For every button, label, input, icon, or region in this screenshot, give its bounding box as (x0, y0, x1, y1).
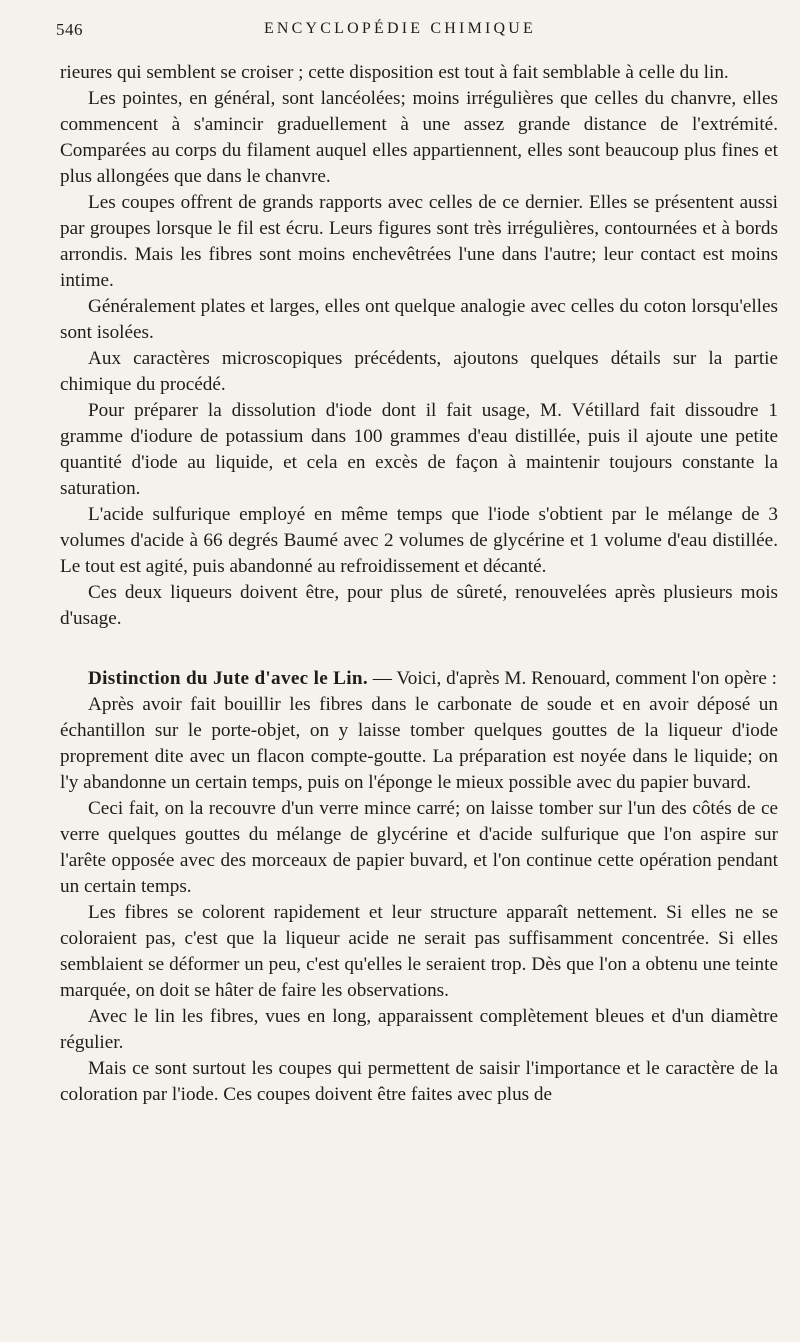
section-heading: Distinction du Jute d'avec le Lin. (88, 668, 368, 689)
paragraph: Après avoir fait bouillir les fibres dans le carbonate de soude et en avoir déposé un échantillon sur le porte-objet, on y laisse tomber quelques gouttes de la liqueur d'iode proprement dite avec un flacon compte-goutte. La préparation est noyée dans le liquide; on l'y abandonne un certain temps, puis on l'éponge le mieux possible avec du papier buvard. (60, 694, 778, 793)
paragraph: Les pointes, en général, sont lancéolées; moins irrégulières que celles du chanvre, elles commencent à s'amincir graduellement à une assez grande distance de l'extrémité. Comparées au corps du filament auquel elles appartiennent, elles sont beaucoup plus fines et plus allongées que dans le chanvre. (60, 88, 778, 187)
paragraph: Pour préparer la dissolution d'iode dont il fait usage, M. Vétillard fait dissoudre 1 gramme d'iodure de potassium dans 100 grammes d'eau distillée, puis il ajoute une petite quantité d'iode au liquide, et cela en excès de façon à maintenir toujours constante la saturation. (60, 400, 778, 499)
paragraph: Ceci fait, on la recouvre d'un verre mince carré; on laisse tomber sur l'un des côtés de ce verre quelques gouttes du mélange de glycérine et d'acide sulfurique que l'on aspire sur l'arête opposée avec des morceaux de papier buvard, et l'on continue cette opération pendant un certain temps. (60, 798, 778, 897)
paragraph: Les coupes offrent de grands rapports avec celles de ce dernier. Elles se présentent aussi par groupes lorsque le fil est écru. Leurs figures sont très irrégulières, contournées et à bords arrondis. Mais les fibres sont moins enchevêtrées l'une dans l'autre; leur contact est moins intime. (60, 192, 778, 291)
paragraph: rieures qui semblent se croiser ; cette disposition est tout à fait semblable à celle du lin. (60, 62, 729, 83)
section-jute-vs-lin (60, 666, 778, 1108)
paragraph: Ces deux liqueurs doivent être, pour plus de sûreté, renouvelées après plusieurs mois d'usage. (60, 582, 778, 629)
page-header (0, 20, 800, 44)
running-title: ENCYCLOPÉDIE CHIMIQUE (263, 20, 537, 37)
page-number: 546 (56, 20, 83, 39)
body-text (60, 60, 778, 1108)
section-lead-paragraph (60, 666, 778, 692)
paragraph: Les fibres se colorent rapidement et leur structure apparaît nettement. Si elles ne se coloraient pas, c'est que la liqueur acide ne serait pas suffisamment concentrée. Si elles semblaient se déformer un peu, c'est qu'elles le seraient trop. Dès que l'on a obtenu une teinte marquée, on doit se hâter de faire les observations. (60, 902, 778, 1001)
paragraph: Mais ce sont surtout les coupes qui permettent de saisir l'importance et le caractère de la coloration par l'iode. Ces coupes doivent être faites avec plus de (60, 1058, 778, 1105)
section-intro: — Voici, d'après M. Renouard, comment l'on opère : (367, 668, 777, 689)
paragraph: L'acide sulfurique employé en même temps que l'iode s'obtient par le mélange de 3 volumes d'acide à 66 degrés Baumé avec 2 volumes de glycérine et 1 volume d'eau distillée. Le tout est agité, puis abandonné au refroidissement et décanté. (60, 504, 778, 577)
paragraph: Avec le lin les fibres, vues en long, apparaissent complètement bleues et d'un diamètre régulier. (60, 1006, 778, 1053)
paragraph: Généralement plates et larges, elles ont quelque analogie avec celles du coton lorsqu'elles sont isolées. (60, 296, 778, 343)
paragraph: Aux caractères microscopiques précédents, ajoutons quelques détails sur la partie chimique du procédé. (60, 348, 778, 395)
